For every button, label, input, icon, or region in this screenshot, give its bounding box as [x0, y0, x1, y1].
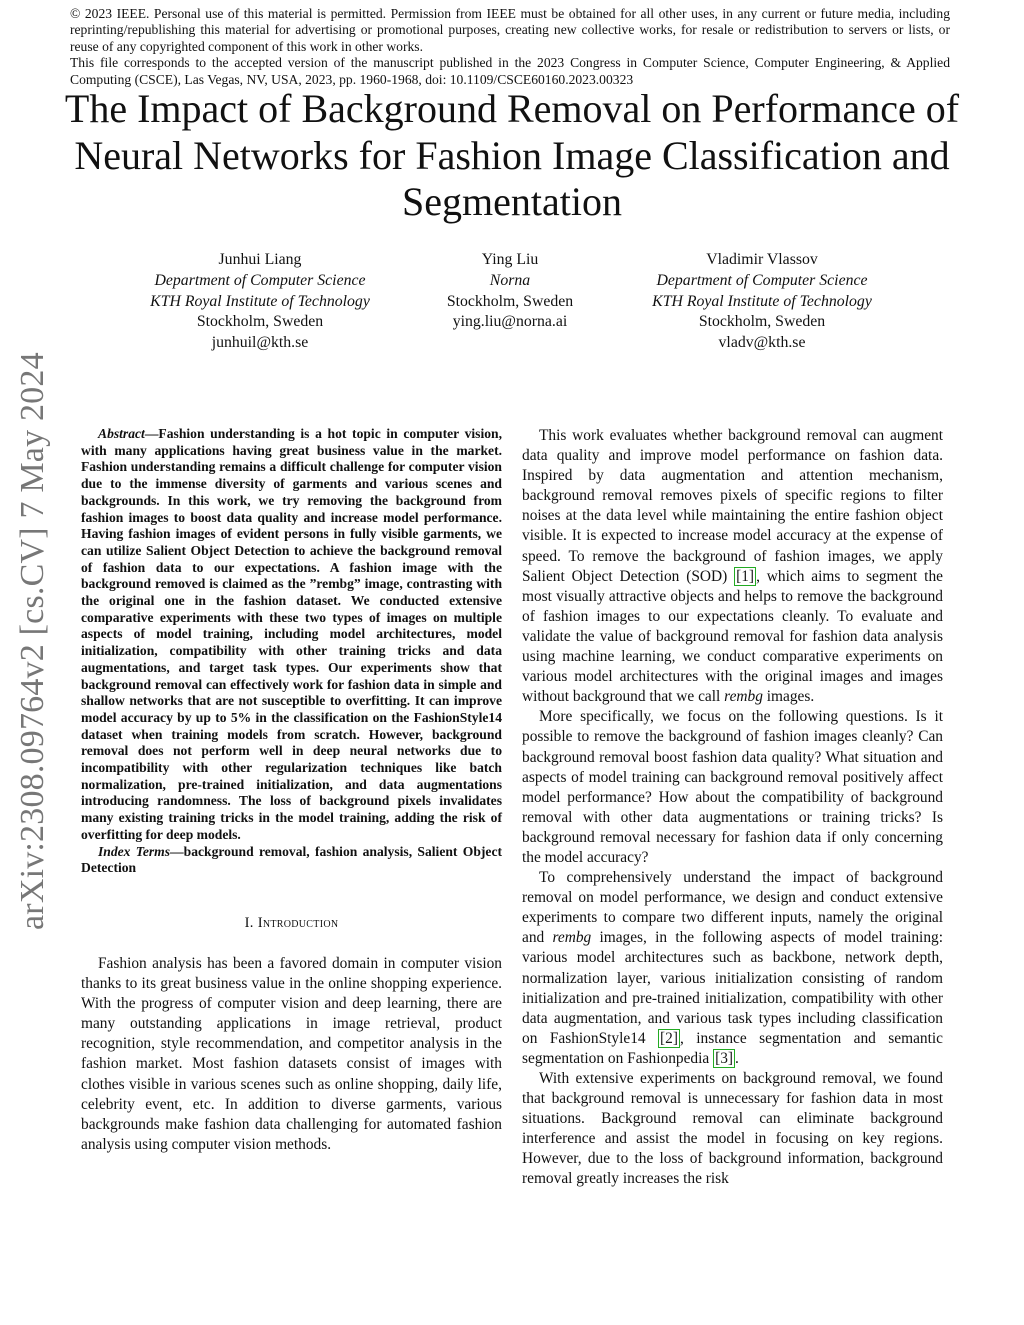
- text-run: images.: [762, 688, 815, 706]
- text-run: rembg: [724, 688, 763, 706]
- text-run: rembg: [552, 929, 592, 947]
- body-paragraph-2: More specifically, we focus on the following questions. Is it possible to remove the background of fashion images cleanly? Can background removal boost fashion data quality? What situation and aspects of model training can background removal positively affect model performance? How about the compatibility of background removal with other data augmentations or training tricks? Is background removal necessary for fashion data if only concerning the model accuracy?: [522, 708, 943, 866]
- left-column: [81, 426, 502, 1155]
- author-city: Stockholm, Sweden: [446, 292, 574, 310]
- citation-link[interactable]: [1]: [736, 567, 755, 585]
- author-inst: KTH Royal Institute of Technology: [150, 292, 370, 310]
- text-run: This work evaluates whether background removal can augment data quality and improve model performance on fashion data. Inspired by data augmentation and attention mechanism, background removal removes pixels of specific regions to filter noises at the data level while maintaining the entire fashion object visible. It is expected to increase model accuracy at the expense of speed. To remove the background of fashion images, we apply Salient Object Detection (SOD): [522, 427, 943, 585]
- citation-link[interactable]: [3]: [715, 1049, 734, 1067]
- abstract-text: Fashion understanding is a hot topic in computer vision, with many applications having great business value in the market. Fashion understanding remains a difficult challenge for computer vision due to the immense diversity of garments and various scenes and backgrounds. In this work, we try removing the background from fashion images to boost data quality and increase model performance. Having fashion images of evident persons in fully visible garments, we can utilize Salient Object Detection to achieve the background removal of fashion data to our expectations. A fashion image with the background removed is claimed as the ”rembg” image, contrasting with the original one in the fashion dataset. We conducted extensive comparative experiments with these two types of images on multiple aspects of model training, including model architectures, model initialization, compatibility with other training tricks and data augmentations, and target task types. Our experiments show that background removal can effectively work for fashion data in simple and shallow networks that are not susceptible to overfitting. It can improve model accuracy by up to 5% in the classification on the FashionStyle14 dataset when training models from scratch. However, background removal does not perform well in deep neural networks due to incompatibility with other regularization techniques like batch normalization, pre-trained initialization, and data augmentations introducing randomness. The loss of background pixels invalidates many existing training tricks in the model training, adding the risk of overfitting for deep models.: [81, 426, 502, 842]
- author-city: Stockholm, Sweden: [196, 313, 324, 331]
- arxiv-identifier: arXiv:2308.09764v2 [cs.CV] 7 May 2024: [14, 352, 51, 930]
- index-terms-text: background removal, fashion analysis, Salient Object Detection: [81, 843, 503, 876]
- author-email: ying.liu@norna.ai: [452, 313, 568, 331]
- author-name: Ying Liu: [481, 251, 539, 268]
- section-title: Introduction: [257, 914, 339, 931]
- index-terms: [81, 844, 502, 877]
- text-run: , which aims to segment the most visually attractive objects and helps to remove the background of fashion images to our expectations cleanly. To evaluate and validate the value of background removal for fashion data analysis using machine learning, we conduct comparative experiments on various model architectures with the original images and images without background that we call: [522, 567, 943, 706]
- author-name: Junhui Liang: [218, 251, 302, 268]
- index-terms-dash: —: [170, 843, 184, 859]
- copyright-line: © 2023 IEEE. Personal use of this material is permitted. Permission from IEEE must be obtained for all other uses, in any current or future media, including reprinting/republishing this material for advertising or promotional purposes, creating new collective works, for resale or redistribution to servers or lists, or reuse of any copyrighted component of this work in other works.: [70, 6, 950, 54]
- body-paragraph-3: [522, 868, 943, 1069]
- abstract: [81, 426, 502, 844]
- body-paragraph-1: [522, 426, 943, 707]
- author-1: [140, 250, 380, 354]
- section-number: I.: [244, 914, 254, 931]
- publication-line: This file corresponds to the accepted version of the manuscript published in the 2023 Congress in Computer Science, Computer Engineering, & Applied Computing (CSCE), Las Vegas, NV, USA, 2023, pp. 1960-1968, doi: 10.1109/CSCE60160.2023.00323: [70, 55, 950, 87]
- author-dept: Norna: [489, 271, 531, 289]
- author-name: Vladimir Vlassov: [706, 251, 818, 268]
- section-heading: [81, 915, 502, 932]
- text-run: To comprehensively understand the impact of background removal on model performance, we design and conduct extensive experiments to compare two different inputs, namely the original and: [522, 869, 943, 947]
- right-column: [522, 426, 943, 1190]
- index-terms-label: Index Terms: [98, 843, 171, 859]
- author-3: [640, 250, 884, 354]
- author-2: [425, 250, 595, 333]
- author-email: vladv@kth.se: [718, 334, 806, 352]
- text-run: , instance segmentation and semantic segmentation on Fashionpedia: [522, 1029, 944, 1067]
- copyright-notice: [70, 6, 950, 88]
- abstract-dash: —: [144, 426, 159, 441]
- paper-title: The Impact of Background Removal on Performance of Neural Networks for Fashion Image Classification and Segmentation: [64, 86, 960, 224]
- author-inst: KTH Royal Institute of Technology: [652, 292, 872, 310]
- author-dept: Department of Computer Science: [154, 271, 366, 289]
- text-run: .: [735, 1049, 739, 1067]
- body-paragraph-4: With extensive experiments on background removal, we found that background removal is unnecessary for fashion data in most situations. Background removal can eliminate background interference and assist the model in focusing on key regions. However, due to the loss of background information, background removal greatly increases the risk: [522, 1070, 943, 1188]
- author-city: Stockholm, Sweden: [698, 313, 826, 331]
- intro-paragraph: Fashion analysis has been a favored domain in computer vision thanks to its great business value in the online shopping experience. With the progress of computer vision and deep learning, there are many outstanding applications in image retrieval, product recognition, style recommendation, and competitor analysis in the fashion market. Most fashion datasets consist of images with clothes visible in various scenes such as online shopping, daily life, celebrity event, etc. In addition to diverse garments, various backgrounds make fashion data challenging for automated fashion analysis using computer vision methods.: [81, 954, 502, 1153]
- author-dept: Department of Computer Science: [656, 271, 868, 289]
- citation-link[interactable]: [2]: [660, 1029, 678, 1047]
- text-run: images, in the following aspects of model training: various model architectures such as backbone, network depth, normalization layer, various initialization consisting of random initialization and pre-trained initialization, compatibility with other data augmentation, and various task types including classification on FashionStyle14: [522, 929, 943, 1047]
- abstract-label: Abstract: [98, 426, 145, 441]
- author-email: junhuil@kth.se: [211, 334, 309, 352]
